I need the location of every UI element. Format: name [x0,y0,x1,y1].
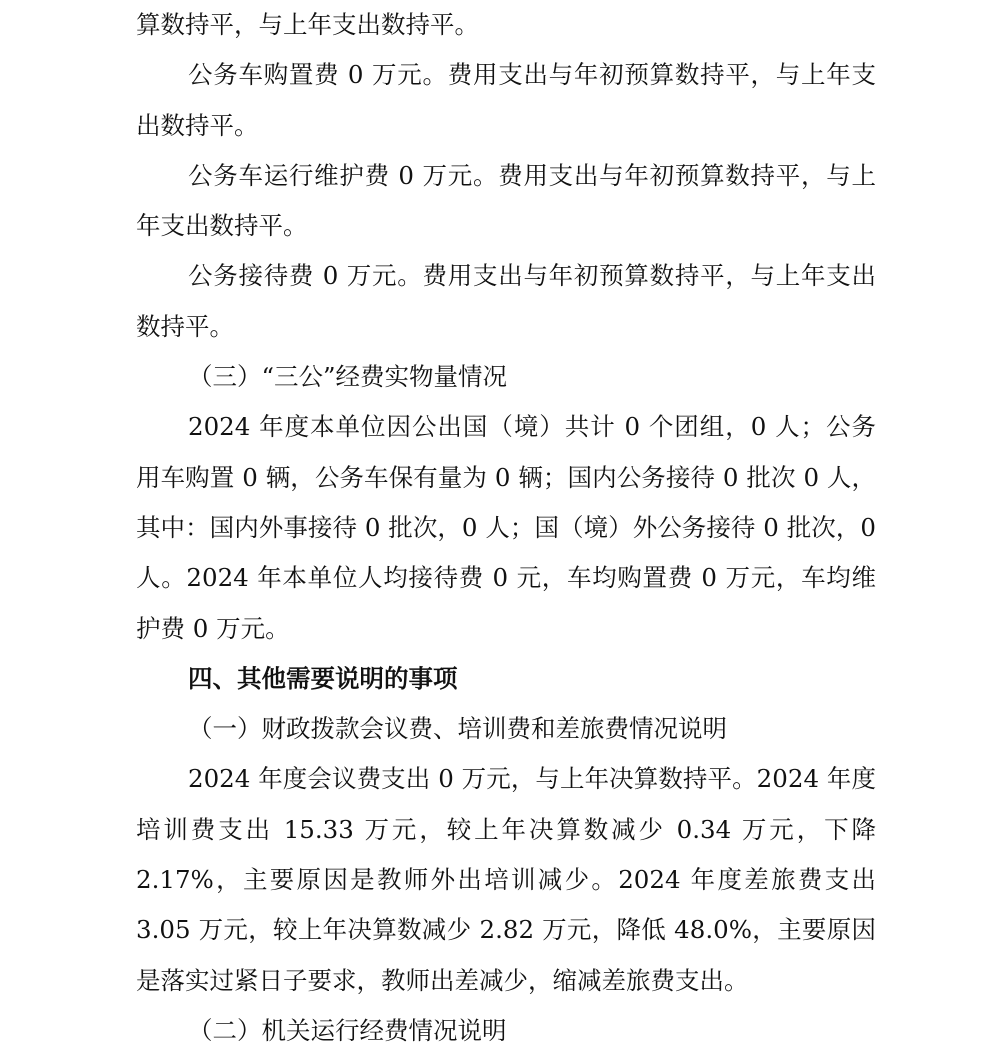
paragraph-quantity-details: 2024 年度本单位因公出国（境）共计 0 个团组，0 人；公务用车购置 0 辆，公务车保有量为 0 辆；国内公务接待 0 批次 0 人，其中：国内外事接待 0 批次，0 人；国（境）外公务接待 0 批次，0 人。2024 年本单位人均接待费 0 元，车均购置费 0 万元，车均维护费 0 万元。 [136,412,876,643]
subheading-operating-expenses: （二）机关运行经费情况说明 [188,1015,507,1045]
paragraph-continuation: 算数持平，与上年支出数持平。 [136,10,479,39]
document-page [136,0,876,1056]
section-heading-other-matters: 四、其他需要说明的事项 [188,663,458,693]
paragraph-vehicle-purchase: 公务车购置费 0 万元。费用支出与年初预算数持平，与上年支出数持平。 [136,60,876,140]
subheading-three-public-quantity: （三）“三公”经费实物量情况 [188,362,508,392]
paragraph-vehicle-maintenance: 公务车运行维护费 0 万元。费用支出与年初预算数持平，与上年支出数持平。 [136,160,876,241]
subheading-meeting-training-travel: （一）财政拨款会议费、培训费和差旅费情况说明 [188,714,727,744]
paragraph-reception: 公务接待费 0 万元。费用支出与年初预算数持平，与上年支出数持平。 [136,261,876,341]
paragraph-meeting-training-travel: 2024 年度会议费支出 0 万元，与上年决算数持平。2024 年度培训费支出 15.33 万元，较上年决算数减少 0.34 万元，下降 2.17%，主要原因是教师外出培训减少。2024 年度差旅费支出 3.05 万元，较上年决算数减少 2.82 万元，降低 48.0%，主要原因是落实过紧日子要求，教师出差减少，缩减差旅费支出。 [136,764,876,995]
